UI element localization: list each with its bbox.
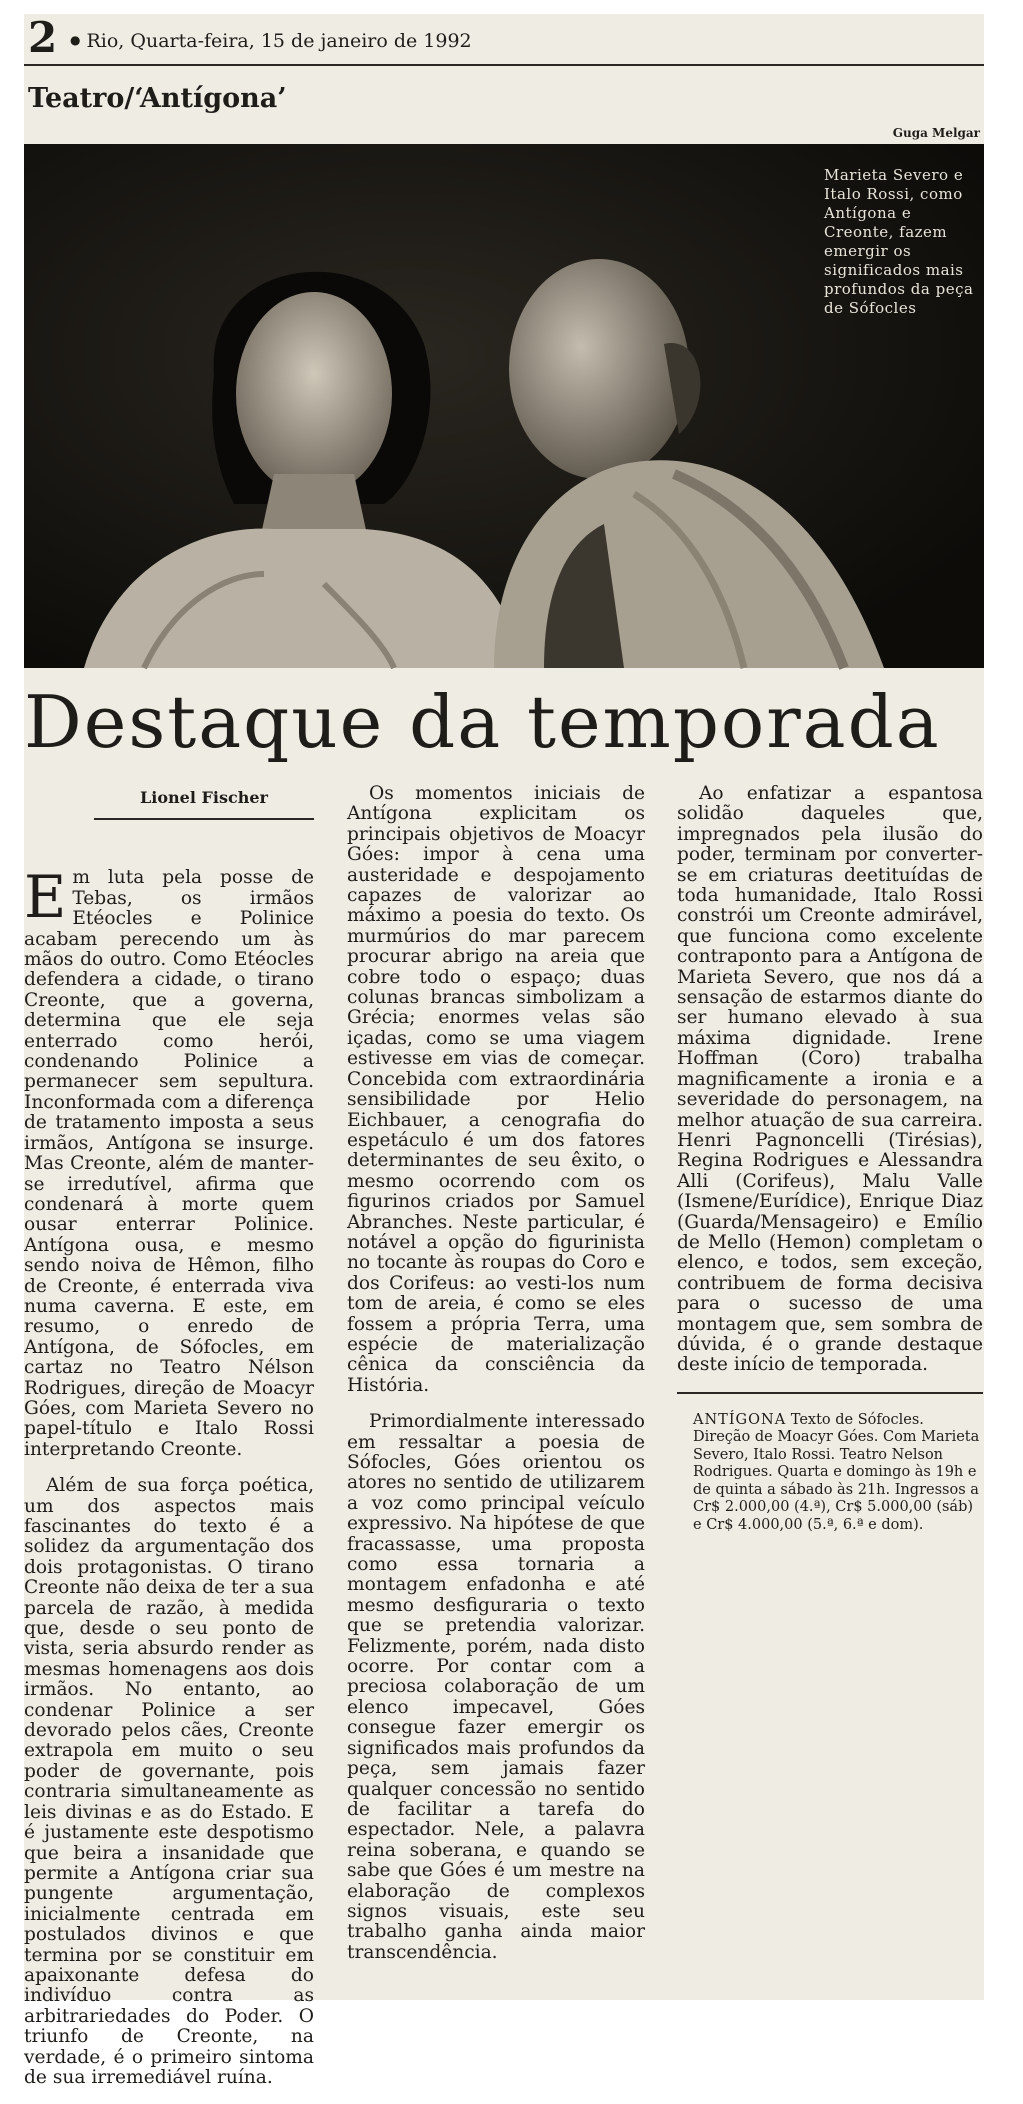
dateline: ● Rio, Quarta-feira, 15 de janeiro de 1992: [70, 28, 472, 53]
photo-caption: Marieta Severo e Italo Rossi, como Antígona e Creonte, fazem emergir os significados mais profundos da peça de Sófocles: [824, 166, 974, 317]
article-column-2: [347, 784, 645, 1979]
show-info-title: ANTÍGONA: [693, 1411, 787, 1428]
paragraph-5: Ao enfatizar a espantosa solidão daqueles que, impregnados pela ilusão do poder, terminam por converter-se em criaturas deetituídas de toda humanidade, Italo Rossi constrói um Creonte admirável, que funciona como excelente contraponto para a Antígona de Marieta Severo, que nos dá a sensação de estarmos diante do ser humano elevado à sua máxima dignidade. Irene Hoffman (Coro) trabalha magnificamente a ironia e a severidade do personagem, na melhor atuação de sua carreira. Henri Pagnoncelli (Tirésias), Regina Rodrigues e Alessandra Alli (Corifeus), Malu Valle (Ismene/Eurídice), Enrique Diaz (Guarda/Mensageiro) e Emílio de Mello (Hemon) completam o elenco, e todos, sem exceção, contribuem de forma decisiva para o sucesso de uma montagem que, sem sombra de dúvida, é o grande destaque deste início de temporada.: [677, 783, 983, 1376]
section-label: Teatro/‘Antígona’: [28, 83, 287, 114]
article-column-1: [24, 784, 314, 2104]
newspaper-page: [24, 13, 984, 2088]
article-column-3: [677, 784, 983, 1534]
page-header: [24, 14, 984, 66]
paragraph-2: Além de sua força poética, um dos aspectos mais fascinantes do texto é a solidez da argumentação dos dois protagonistas. O tirano Creonte não deixa de ter a sua parcela de razão, à medida que, desde o seu ponto de vista, seria absurdo render as mesmas homenagens aos dois irmãos. No entanto, ao condenar Polinice a ser devorado pelos cães, Creonte extrapola em muito o seu poder de governante, pois contraria simultaneamente as leis divinas e as do Estado. E é justamente este despotismo que beira a insanidade que permite a Antígona criar sua pungente argumentação, inicialmente centrada em postulados divinos e que termina por se constituir em apaixonante defesa do indivíduo contra as arbitrariedades do Poder. O triunfo de Creonte, na verdade, é o primeiro sintoma de sua irremediável ruína.: [24, 1475, 314, 2088]
photo-credit: Guga Melgar: [892, 126, 980, 140]
page-number: 2: [28, 13, 58, 62]
byline: Lionel Fischer: [94, 784, 314, 820]
show-info-text: Texto de Sófocles. Direção de Moacyr Góes. Com Marieta Severo, Italo Rossi. Teatro Nelson Rodrigues. Quarta e domingo às 19h e de quinta a sábado às 21h. Ingressos a Cr$ 2.000,00 (4.ª), Cr$ 5.000,00 (sáb) e Cr$ 4.000,00 (5.ª, 6.ª e dom).: [693, 1411, 980, 1533]
paragraph-3: Os momentos iniciais de Antígona explicitam os principais objetivos de Moacyr Góes: impor à cena uma austeridade e despojamento capazes de valorizar ao máximo a poesia do texto. Os murmúrios do mar parecem procurar abrigo na areia que cobre todo o espaço; duas colunas brancas simbolizam a Grécia; enormes velas são içadas, como se uma viagem estivesse em vias de começar. Concebida com extraordinária sensibilidade por Helio Eichbauer, a cenografia do espetáculo é um dos fatores determinantes de seu êxito, o mesmo ocorrendo com os figurinos criados por Samuel Abranches. Neste particular, é notável a opção do figurinista no tocante às roupas do Coro e dos Corifeus: ao vesti-los num tom de areia, é como se eles fossem a própria Terra, uma espécie de materialização cênica da consciência da História.: [347, 783, 645, 1396]
article-photo: [24, 144, 984, 668]
show-info-box: [677, 1392, 983, 1535]
drop-cap: E: [24, 863, 67, 932]
paragraph-1: [24, 863, 314, 1460]
paragraph-1-text: m luta pela posse de Tebas, os irmãos Etéocles e Polinice acabam perecendo um às mãos do outro. Como Etéocles defendera a cidade, o tirano Creonte, que a governa, determina que ele seja enterrado como herói, condenando Polinice a permanecer sem sepultura. Inconformada com a diferença de tratamento imposta a seus irmãos, Antígona se insurge. Mas Creonte, além de manter-se irredutível, afirma que condenará à morte quem ousar enterrar Polinice. Antígona ousa, e mesmo sendo noiva de Hêmon, filho de Creonte, é enterrada viva numa caverna. E este, em resumo, o enredo de Antígona, de Sófocles, em cartaz no Teatro Nélson Rodrigues, direção de Moacyr Góes, com Marieta Severo no papel-título e Italo Rossi interpretando Creonte.: [24, 867, 314, 1460]
paragraph-4: Primordialmente interessado em ressaltar a poesia de Sófocles, Góes orientou os atores no sentido de utilizarem a voz como principal veículo expressivo. Na hipótese de que fracassasse, uma proposta como essa tornaria a montagem enfadonha e até mesmo desfiguraria o texto que se pretendia valorizar. Felizmente, porém, nada disto ocorre. Por contar com a preciosa colaboração de um elenco impecavel, Góes consegue fazer emergir os significados mais profundos da peça, sem jamais fazer qualquer concessão no sentido de facilitar a tarefa do espectador. Nele, a palavra reina soberana, e quando se sabe que Góes é um mestre na elaboração de complexos signos visuais, este seu trabalho ganha ainda maior transcendência.: [347, 1411, 645, 1963]
headline: Destaque da temporada: [24, 680, 941, 764]
